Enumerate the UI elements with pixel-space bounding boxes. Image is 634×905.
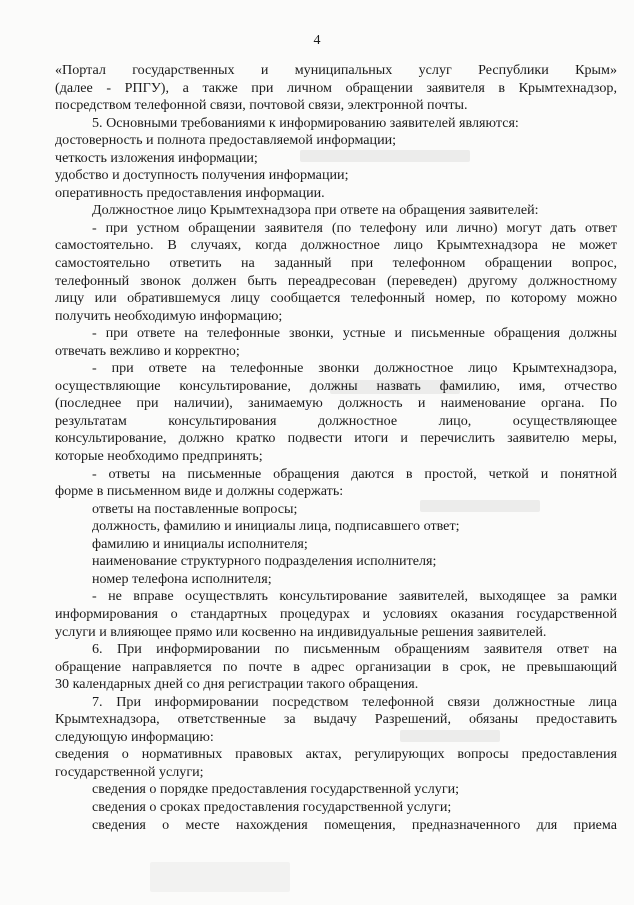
text-line: Должностное лицо Крымтехнадзора при ответе на обращения заявителей: [92,202,539,219]
text-line: достоверность и полнота предоставляемой информации; [55,132,397,149]
text-line: следующую информацию: [55,728,214,745]
text-line: государственной услуги; [55,763,204,780]
text-line: результатам консультирования должностное лицо, осуществляющее [55,412,617,429]
page-number: 4 [313,33,321,48]
text-line: сведения о месте нахождения помещения, предназначенного для приема [92,816,617,833]
text-line: фамилию и инициалы исполнителя; [92,535,308,552]
text-line: сведения о сроках предоставления государственной услуги; [92,798,452,815]
text-line: осуществляющие консультирование, должны назвать фамилию, имя, отчество [55,377,617,394]
text-line: информирования о стандартных процедурах и условиях оказания государственной [55,605,617,622]
text-line: консультирование, должно кратко подвести итоги и перечислить заявителю меры, [55,430,617,447]
text-line: номер телефона исполнителя; [92,570,272,587]
text-line: посредством телефонной связи, почтовой связи, электронной почты. [55,97,468,114]
text-line: лицу или обратившемуся лицу сообщается телефонный номер, по которому можно [55,290,617,307]
text-line: услуги и влияющее прямо или косвенно на индивидуальные решения заявителей. [55,623,547,640]
text-line: - не вправе осуществлять консультирование заявителей, выходящее за рамки [92,588,617,605]
section-heading: 6. При информировании по письменным обращениям заявителя ответ на [92,641,617,658]
text-line: наименование структурного подразделения исполнителя; [92,553,437,570]
text-line: четкость изложения информации; [55,149,258,166]
text-line: (далее - РПГУ), а также при личном обращении заявителя в Крымтехнадзор, [55,79,617,96]
document-body [55,62,617,834]
text-line: получить необходимую информацию; [55,307,283,324]
text-line: оперативность предоставления информации. [55,184,325,201]
text-line: отвечать вежливо и корректно; [55,342,240,359]
text-line: - при ответе на телефонные звонки должностное лицо Крымтехнадзора, [92,360,617,377]
text-line: обращение направляется по почте в адрес организации в срок, не превышающий [55,658,617,675]
scan-noise [150,862,290,892]
text-line: удобство и доступность получения информации; [55,167,349,184]
text-line: самостоятельно. В случаях, когда должностное лицо Крымтехнадзора не может [55,237,617,254]
text-line: 30 календарных дней со дня регистрации такого обращения. [55,676,419,693]
text-line: - ответы на письменные обращения даются в простой, четкой и понятной [92,465,617,482]
section-heading: 7. При информировании посредством телефонной связи должностные лица [92,693,617,710]
text-line: - при ответе на телефонные звонки, устные и письменные обращения должны [92,325,617,342]
text-line: форме в письменном виде и должны содержать: [55,483,344,500]
section-heading: 5. Основными требованиями к информированию заявителей являются: [92,114,519,131]
text-line: сведения о порядке предоставления государственной услуги; [92,781,460,798]
text-line: ответы на поставленные вопросы; [92,500,298,517]
text-line: (последнее при наличии), занимаемую должность и наименование органа. По [55,395,617,412]
text-line: которые необходимо предпринять; [55,448,263,465]
text-line: телефонный звонок должен быть переадресован (переведен) другому должностному [55,272,617,289]
text-line: «Портал государственных и муниципальных услуг Республики Крым» [55,62,617,78]
text-line: - при устном обращении заявителя (по телефону или лично) могут дать ответ [92,219,617,236]
text-line: самостоятельно ответить на заданный при телефонном обращении вопрос, [55,255,617,272]
text-line: сведения о нормативных правовых актах, регулирующих вопросы предоставления [55,746,617,763]
text-line: должность, фамилию и инициалы лица, подписавшего ответ; [92,518,460,535]
text-line: Крымтехнадзора, ответственные за выдачу Разрешений, обязаны предоставить [55,711,617,728]
